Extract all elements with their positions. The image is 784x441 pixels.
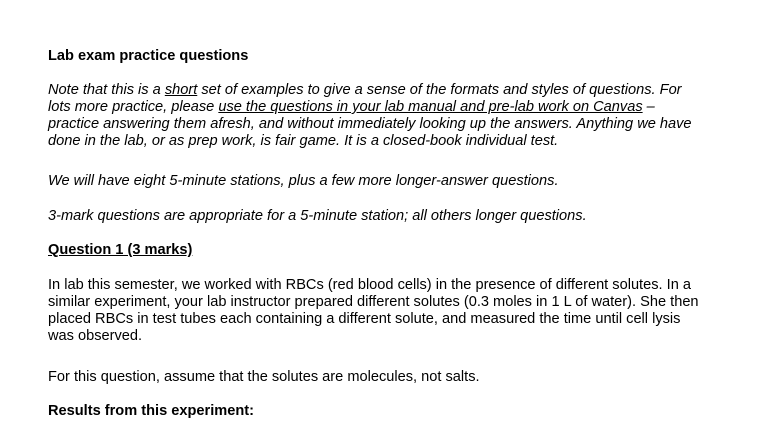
paragraph-line-4: was observed.: [48, 328, 143, 344]
marks-note: 3-mark questions are appropriate for a 5-minute station; all others longer questions.: [48, 208, 587, 224]
question-1-heading: Question 1 (3 marks): [48, 242, 193, 258]
note-line-1: Note that this is a short set of examples to give a sense of the formats and styles of questions. For: [48, 82, 682, 98]
emphasis-short: short: [164, 82, 198, 98]
emphasis-lab-manual: use the questions in your lab manual and pre-lab work on Canvas: [218, 99, 643, 115]
document-title: Lab exam practice questions: [48, 48, 249, 64]
results-heading: Results from this experiment:: [48, 403, 254, 419]
note-line-2: lots more practice, please use the questions in your lab manual and pre-lab work on Canvas –: [48, 99, 655, 115]
solute-assumption: For this question, assume that the solutes are molecules, not salts.: [48, 369, 480, 385]
question-1-paragraph: [48, 277, 748, 345]
note-line-4: done in the lab, or as prep work, is fair game. It is a closed-book individual test.: [48, 133, 559, 149]
intro-note: [48, 82, 748, 150]
note-line-3: practice answering them afresh, and without immediately looking up the answers. Anything we have: [48, 116, 692, 132]
paragraph-line-3: placed RBCs in test tubes each containing a different solute, and measured the time until cell lysis: [48, 311, 681, 327]
stations-note: We will have eight 5-minute stations, plus a few more longer-answer questions.: [48, 173, 559, 189]
paragraph-line-1: In lab this semester, we worked with RBCs (red blood cells) in the presence of different solutes. In a: [48, 277, 691, 293]
paragraph-line-2: similar experiment, your lab instructor prepared different solutes (0.3 moles in 1 L of water). She then: [48, 294, 699, 310]
